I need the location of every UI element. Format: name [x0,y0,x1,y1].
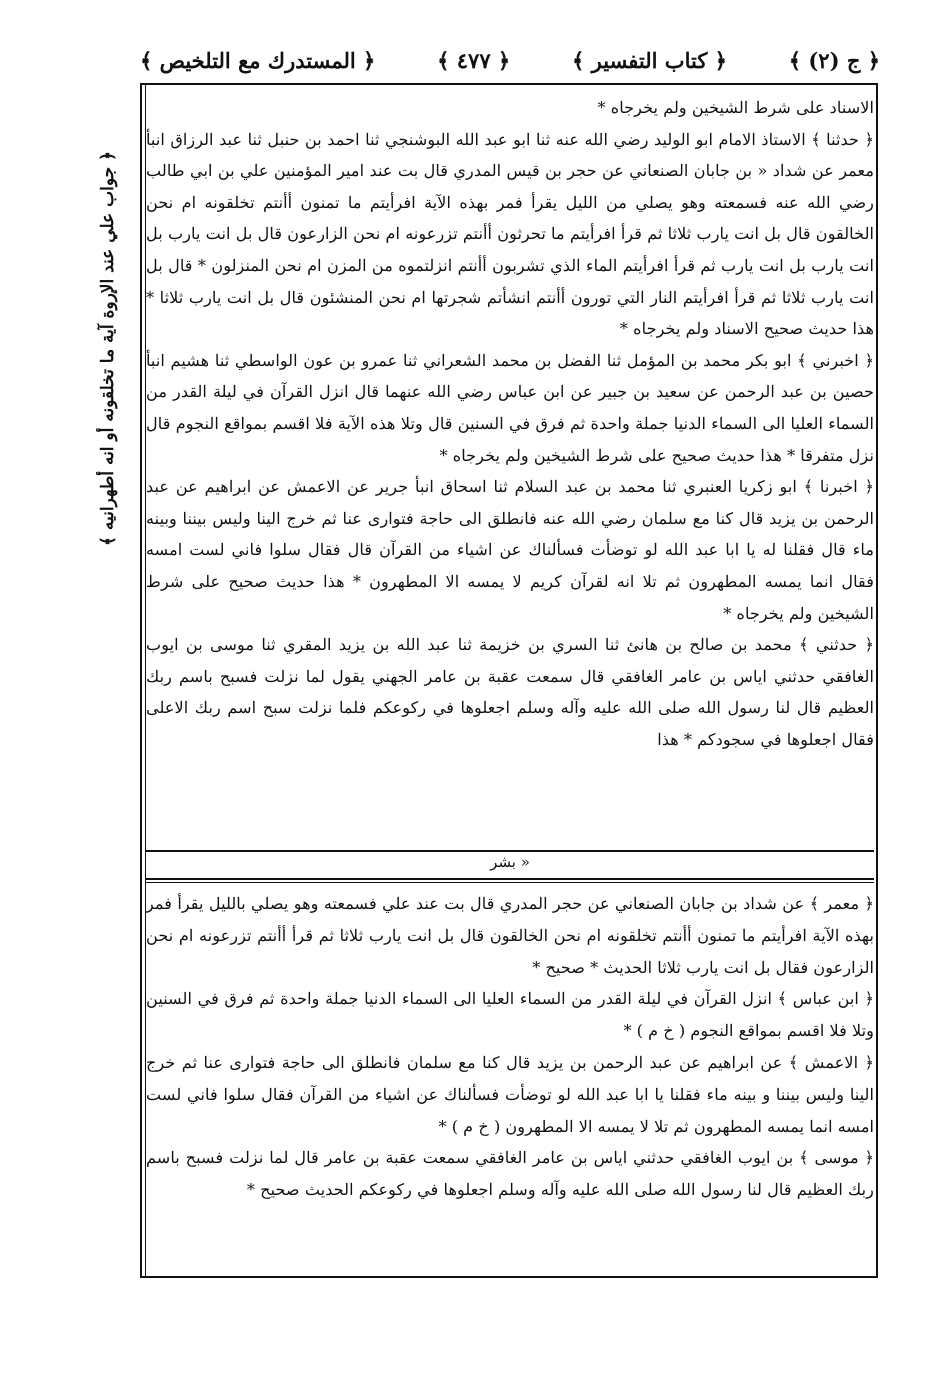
summary-paragraph-1: ﴿ معمر ﴾ عن شداد بن جابان الصنعاني عن حجر المدري قال بت عند علي فسمعته وهو يصلي بالليل يقرأ فمر بهذه الآية افرأيتم ما تمنون أأنتم تخلقونه ام نحن الخالقون قال بل انت يارب ثلاثا ثم قرأ أأنتم تزرعونه ام نحن الزارعون فقال بل انت يارب ثلاثا الحديث * صحيح * [146,894,874,977]
main-paragraph-4: ﴿ اخبرنا ﴾ ابو زكريا العنبري ثنا محمد بن عبد السلام ثنا اسحاق انبأ جرير عن الاعمش عن ابراهيم عن عبد الرحمن بن يزيد قال كنا مع سلمان رضي الله عنه فانطلق الى حاجة فتوارى عنا ثم خرج الينا وليس بيننا وبينه ماء قال فقلنا له يا ابا عبد الله لو توضأت فسألناك عن اشياء من القرآن قال فقال سلوا فاني لست امسه فقال انما يمسه المطهرون ثم تلا انه لقرآن كريم لا يمسه الا المطهرون * هذا حديث صحيح على شرط الشيخين ولم يخرجاه * [146,477,874,623]
footnote-separator [146,850,874,852]
margin-annotation [84,150,132,546]
page-header [140,40,880,80]
main-paragraph-5: ﴿ حدثني ﴾ محمد بن صالح بن هانئ ثنا السري بن خزيمة ثنا عبد الله بن يزيد المقري ثنا موسى بن ايوب الغافقي حدثني اياس بن عامر الغافقي قال سمعت عقبة بن عامر الجهني يقول لما نزلت فسبح باسم ربك العظيم قال لنا رسول الله صلى الله عليه وآله وسلم اجعلوها في ركوعكم فلما نزلت سبح اسم ربك الاعلى فقال اجعلوها في سجودكم * هذا [146,635,874,749]
summary-paragraph-3: ﴿ الاعمش ﴾ عن ابراهيم عن عبد الرحمن بن يزيد قال كنا مع سلمان فانطلق الى حاجة فتوارى عنا ثم خرج الينا وليس بيننا و بينه ماء فقلنا يا ابا عبد الله لو توضأت فسألناك عن اشياء من القرآن فقال سلوا فاني لست امسه انما يمسه المطهرون ثم تلا لا يمسه الا المطهرون ( خ م ) * [146,1052,874,1136]
summary-separator-top [146,878,874,880]
main-paragraph-1: الاسناد على شرط الشيخين ولم يخرجاه * [597,98,874,117]
main-text-block [146,92,874,755]
summary-paragraph-2: ﴿ ابن عباس ﴾ انزل القرآن في ليلة القدر من السماء العليا الى السماء الدنيا جملة واحدة ثم فرق في السنين وتلا فلا اقسم بمواقع النجوم ( خ م ) * [146,989,874,1041]
page-number: ﴿ ٤٧٧ ﴾ [437,47,511,73]
summary-paragraph-4: ﴿ موسى ﴾ بن ايوب الغافقي حدثني اياس بن عامر الغافقي سمعت عقبة بن عامر قال لما نزلت فسبح باسم ربك العظيم قال لنا رسول الله صلى الله عليه وآله وسلم اجعلوها في ركوعكم الحديث صحيح * [146,1148,874,1200]
summary-text-block [146,888,874,1206]
margin-annotation-text: ﴿ جواب علي عند الإروة آية ما تخلقونه أو انه أطهرانيه ﴾ [98,150,118,546]
book-title: ﴿ المستدرك مع التلخيص ﴾ [140,47,376,73]
summary-separator-bottom [146,882,874,883]
footnote: « بشر [490,853,530,871]
main-paragraph-3: ﴿ اخبرني ﴾ ابو بكر محمد بن المؤمل ثنا الفضل بن محمد الشعراني ثنا عمرو بن عون الواسطي ثنا هشيم انبأ حصين بن عبد الرحمن عن سعيد بن جبير عن ابن عباس رضي الله عنهما قال انزل القرآن في ليلة القدر من السماء العليا الى السماء الدنيا جملة واحدة ثم فرق في السنين قال وتلا هذه الآية فلا اقسم بمواقع النجوم قال نزل متفرقا * هذا حديث صحيح على شرط الشيخين ولم يخرجاه * [146,350,874,465]
volume-number: ﴿ ج (٢) ﴾ [788,47,880,73]
main-paragraph-2: ﴿ حدثنا ﴾ الاستاذ الامام ابو الوليد رضي الله عنه ثنا ابو عبد الله البوشنجي ثنا احمد بن حنبل ثنا عبد الرزاق انبأ معمر عن شداد « بن جابان الصنعاني عن حجر بن قيس المدري قال بت عند امير المؤمنين علي بن ابي طالب رضي الله عنه فسمعته وهو يصلي من الليل يقرأ فمر بهذه الآية افرأيتم ما تمنون أأنتم تخلقونه ام نحن الخالقون قال بل انت يارب ثلاثا ثم قرأ افرأيتم ما تحرثون أأنتم تزرعونه ام نحن الزارعون قال بل انت يارب بل انت يارب بل انت يارب ثم قرأ افرأيتم الماء الذي تشربون أأنتم انزلتموه من المزن ام نحن المنزلون * قال بل انت يارب ثلاثا ثم قرأ افرأيتم النار التي تورون أأنتم انشأتم شجرتها ام نحن المنشئون قال بل انت يارب ثلاثا * هذا حديث صحيح الاسناد ولم يخرجاه * [146,129,874,339]
chapter-title: ﴿ كتاب التفسير ﴾ [572,47,727,73]
